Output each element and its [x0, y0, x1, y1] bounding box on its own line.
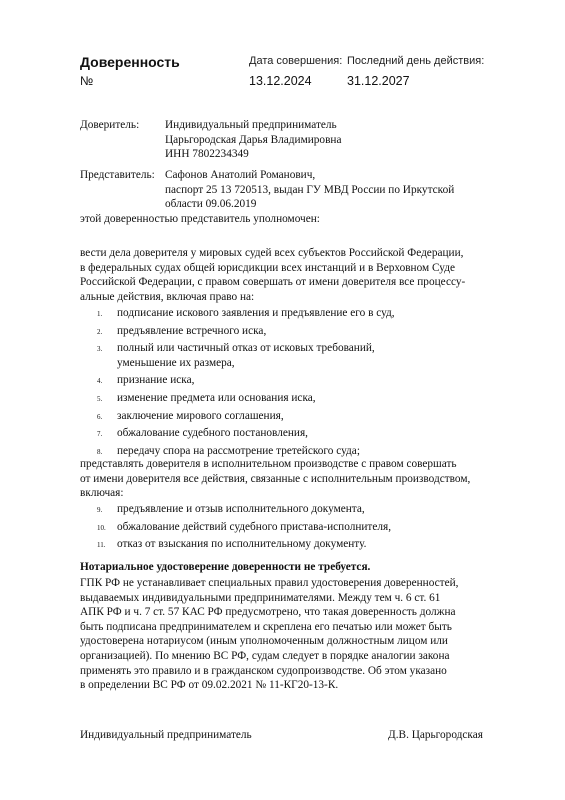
- principal-line: Индивидуальный предприниматель: [165, 119, 337, 131]
- paragraph-line: удостоверена нотариусом (иным уполномоченным должностным лицом или: [80, 635, 448, 648]
- paragraph-line: в федеральных судах общей юрисдикции всех инстанций и в Верховном Суде: [80, 261, 455, 274]
- list-item: 9. предъявление и отзыв исполнительного документа,: [97, 503, 365, 515]
- list-item: 4. признание иска,: [97, 374, 195, 387]
- principal-label: Доверитель:: [80, 119, 140, 131]
- court-powers-paragraph: [80, 246, 485, 304]
- court-powers-list: [80, 306, 480, 458]
- expiry-date-label: Последний день действия:: [347, 55, 485, 67]
- paragraph-line: применять это правило и в гражданском судопроизводстве. Об этом указано: [80, 664, 447, 677]
- paragraph-line: быть подписана предпринимателем и скреплена его печатью или может быть: [80, 620, 452, 633]
- representative-label: Представитель:: [80, 169, 155, 181]
- paragraph-line: представлять доверителя в исполнительном производстве с правом совершать: [80, 458, 457, 470]
- paragraph-line: вести дела доверителя у мировых судей всех субъектов Российской Федерации,: [80, 247, 464, 259]
- paragraph-line: от имени доверителя все действия, связанные с исполнительным производством,: [80, 472, 471, 485]
- principal-line: ИНН 7802234349: [165, 148, 249, 161]
- issue-date-label: Дата совершения:: [249, 55, 343, 67]
- signature-position: Индивидуальный предприниматель: [80, 729, 252, 741]
- list-item: 11. отказ от взыскания по исполнительному документу.: [97, 538, 367, 551]
- list-item: 5. изменение предмета или основания иска,: [97, 391, 316, 404]
- list-item: 10. обжалование действий судебного пристава-исполнителя,: [97, 520, 392, 533]
- document-title: Доверенность: [80, 54, 180, 70]
- representative-details: [165, 168, 505, 212]
- paragraph-line: ГПК РФ не устанавливает специальных правил удостоверения доверенностей,: [80, 577, 459, 589]
- list-item: 8. передачу спора на рассмотрение третейского суда;: [97, 444, 360, 457]
- paragraph-line: АПК РФ и ч. 7 ст. 57 КАС РФ предусмотрено, что такая доверенность должна: [80, 606, 456, 619]
- document-number-sign: №: [80, 74, 94, 88]
- notary-paragraph: [80, 576, 485, 693]
- enforcement-powers-paragraph: [80, 457, 485, 501]
- principal-line: Царьгородская Дарья Владимировна: [165, 133, 342, 146]
- enforcement-powers-list: [80, 502, 480, 552]
- paragraph-line: включая:: [80, 487, 124, 500]
- list-item: 3. полный или частичный отказ от исковых требований, уменьшение их размера,: [97, 342, 375, 369]
- paragraph-line: Российской Федерации, с правом совершать от имени доверителя все процессу-: [80, 276, 466, 289]
- paragraph-line: в определении ВС РФ от 09.02.2021 № 11-КГ20-13-К.: [80, 679, 339, 692]
- list-item: 6. заключение мирового соглашения,: [97, 409, 284, 422]
- notary-heading: Нотариальное удостоверение доверенности не требуется.: [80, 561, 371, 573]
- paragraph-line: альные действия, включая право на:: [80, 290, 255, 303]
- list-item: 2. предъявление встречного иска,: [97, 324, 267, 337]
- paragraph-line: выдаваемых индивидуальными предпринимателями. Между тем ч. 6 ст. 61: [80, 591, 441, 604]
- representative-line: паспорт 25 13 720513, выдан ГУ МВД России по Иркутской: [165, 183, 455, 196]
- list-item: 1. подписание искового заявления и предъявление его в суд,: [97, 307, 395, 319]
- principal-details: [165, 118, 505, 162]
- issue-date-value: 13.12.2024: [249, 74, 312, 88]
- authorized-intro: этой доверенностью представитель уполномочен:: [80, 213, 320, 225]
- representative-line: Сафонов Анатолий Романович,: [165, 169, 316, 181]
- representative-line: области 09.06.2019: [165, 198, 257, 211]
- expiry-date-value: 31.12.2027: [347, 74, 410, 88]
- list-item: 7. обжалование судебного постановления,: [97, 427, 308, 440]
- paragraph-line: организацией). По мнению ВС РФ, судам следует в порядке аналогии закона: [80, 649, 450, 662]
- signature-name: Д.В. Царьгородская: [388, 729, 483, 741]
